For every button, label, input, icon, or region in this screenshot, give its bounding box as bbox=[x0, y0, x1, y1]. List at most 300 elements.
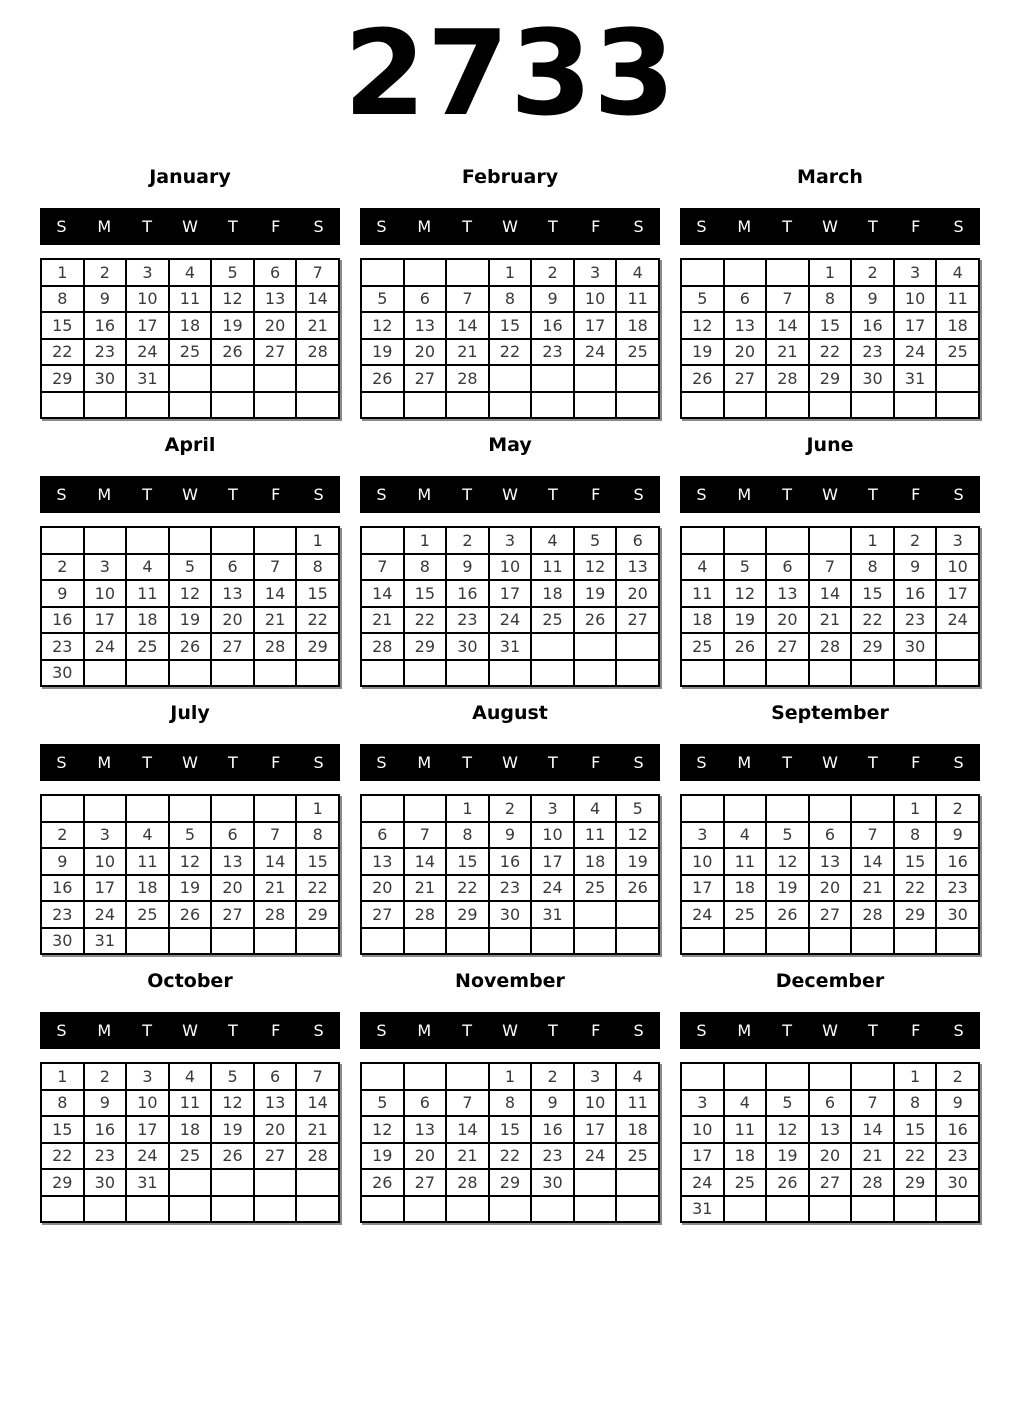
empty-cell bbox=[936, 928, 979, 955]
date-cell: 27 bbox=[724, 365, 767, 392]
date-cell: 23 bbox=[531, 339, 574, 366]
weekday-label: S bbox=[376, 1021, 387, 1040]
date-cell: 4 bbox=[936, 259, 979, 286]
empty-cell bbox=[681, 527, 724, 554]
date-cell: 14 bbox=[361, 580, 404, 607]
date-cell: 22 bbox=[851, 607, 894, 634]
empty-cell bbox=[724, 660, 767, 687]
date-cell: 2 bbox=[84, 259, 127, 286]
empty-cell bbox=[296, 1169, 339, 1196]
date-cell: 8 bbox=[296, 822, 339, 849]
date-cell: 24 bbox=[574, 1143, 617, 1170]
weekday-label: S bbox=[56, 217, 67, 236]
date-cell: 24 bbox=[681, 1169, 724, 1196]
date-grid bbox=[360, 526, 660, 687]
date-cell: 27 bbox=[254, 1143, 297, 1170]
date-cell: 18 bbox=[126, 875, 169, 902]
week-row bbox=[41, 527, 339, 554]
date-cell: 19 bbox=[766, 1143, 809, 1170]
date-cell: 21 bbox=[361, 607, 404, 634]
date-cell: 8 bbox=[851, 554, 894, 581]
empty-cell bbox=[724, 1063, 767, 1090]
weekday-label: S bbox=[56, 753, 67, 772]
weekday-label: T bbox=[547, 485, 558, 504]
week-row bbox=[361, 1143, 659, 1170]
date-cell: 14 bbox=[809, 580, 852, 607]
date-cell: 5 bbox=[724, 554, 767, 581]
weekday-label: T bbox=[462, 217, 473, 236]
date-cell: 29 bbox=[296, 901, 339, 928]
week-row bbox=[681, 527, 979, 554]
month-title: February bbox=[461, 166, 559, 188]
date-cell: 22 bbox=[41, 1143, 84, 1170]
date-cell: 16 bbox=[894, 580, 937, 607]
date-cell: 5 bbox=[361, 286, 404, 313]
date-cell: 9 bbox=[446, 554, 489, 581]
week-row bbox=[41, 1063, 339, 1090]
date-cell: 6 bbox=[211, 822, 254, 849]
date-cell: 1 bbox=[851, 527, 894, 554]
weekday-label: S bbox=[953, 1021, 964, 1040]
week-row bbox=[361, 554, 659, 581]
week-row bbox=[681, 822, 979, 849]
date-cell: 23 bbox=[489, 875, 532, 902]
empty-cell bbox=[574, 660, 617, 687]
empty-cell bbox=[851, 392, 894, 419]
date-cell: 18 bbox=[126, 607, 169, 634]
weekday-label: M bbox=[97, 485, 112, 504]
week-row bbox=[41, 339, 339, 366]
weekday-label: F bbox=[911, 485, 921, 504]
empty-cell bbox=[766, 527, 809, 554]
week-row bbox=[41, 554, 339, 581]
date-cell: 29 bbox=[894, 1169, 937, 1196]
date-cell: 24 bbox=[936, 607, 979, 634]
weekday-label: T bbox=[462, 485, 473, 504]
empty-cell bbox=[169, 928, 212, 955]
date-cell: 15 bbox=[894, 1116, 937, 1143]
weekday-label: T bbox=[462, 1021, 473, 1040]
date-grid bbox=[680, 794, 980, 955]
date-cell: 17 bbox=[574, 312, 617, 339]
date-cell: 27 bbox=[211, 633, 254, 660]
date-cell: 5 bbox=[574, 527, 617, 554]
date-cell: 7 bbox=[809, 554, 852, 581]
weekday-label: S bbox=[633, 485, 644, 504]
empty-cell bbox=[211, 928, 254, 955]
date-cell: 21 bbox=[254, 875, 297, 902]
week-row bbox=[681, 580, 979, 607]
week-row bbox=[681, 365, 979, 392]
date-cell: 29 bbox=[404, 633, 447, 660]
date-cell: 20 bbox=[254, 1116, 297, 1143]
date-cell: 17 bbox=[126, 1116, 169, 1143]
date-cell: 15 bbox=[489, 1116, 532, 1143]
weekday-label: S bbox=[313, 753, 324, 772]
week-row bbox=[41, 848, 339, 875]
weekday-header-row bbox=[360, 1012, 660, 1049]
week-row bbox=[681, 286, 979, 313]
date-cell: 20 bbox=[361, 875, 404, 902]
date-cell: 20 bbox=[616, 580, 659, 607]
date-cell: 3 bbox=[574, 259, 617, 286]
week-row bbox=[361, 312, 659, 339]
date-cell: 20 bbox=[809, 1143, 852, 1170]
empty-cell bbox=[296, 365, 339, 392]
month-july bbox=[40, 702, 340, 955]
empty-cell bbox=[616, 392, 659, 419]
date-cell: 30 bbox=[894, 633, 937, 660]
empty-cell bbox=[489, 928, 532, 955]
date-cell: 5 bbox=[361, 1090, 404, 1117]
empty-cell bbox=[446, 392, 489, 419]
date-cell: 2 bbox=[894, 527, 937, 554]
empty-cell bbox=[296, 660, 339, 687]
week-row bbox=[361, 286, 659, 313]
empty-cell bbox=[211, 660, 254, 687]
weekday-label: M bbox=[737, 753, 752, 772]
weekday-label: S bbox=[953, 485, 964, 504]
empty-cell bbox=[126, 392, 169, 419]
date-grid bbox=[360, 1062, 660, 1223]
date-cell: 27 bbox=[361, 901, 404, 928]
empty-cell bbox=[681, 392, 724, 419]
empty-cell bbox=[851, 1063, 894, 1090]
date-cell: 10 bbox=[126, 286, 169, 313]
empty-cell bbox=[936, 633, 979, 660]
empty-cell bbox=[361, 1063, 404, 1090]
date-cell: 2 bbox=[41, 554, 84, 581]
weekday-label: T bbox=[867, 1021, 878, 1040]
weekday-label: T bbox=[227, 1021, 238, 1040]
empty-cell bbox=[616, 365, 659, 392]
date-cell: 25 bbox=[616, 1143, 659, 1170]
date-cell: 4 bbox=[616, 1063, 659, 1090]
empty-cell bbox=[404, 1063, 447, 1090]
weekday-label: F bbox=[591, 217, 601, 236]
date-cell: 15 bbox=[41, 1116, 84, 1143]
empty-cell bbox=[126, 527, 169, 554]
week-row bbox=[361, 848, 659, 875]
week-row bbox=[41, 607, 339, 634]
week-row bbox=[41, 1143, 339, 1170]
date-cell: 30 bbox=[936, 1169, 979, 1196]
weekday-header-row bbox=[360, 744, 660, 781]
weekday-header-row bbox=[680, 208, 980, 245]
date-cell: 16 bbox=[84, 312, 127, 339]
week-row bbox=[361, 259, 659, 286]
date-cell: 2 bbox=[851, 259, 894, 286]
date-cell: 20 bbox=[254, 312, 297, 339]
weekday-header-row bbox=[680, 1012, 980, 1049]
empty-cell bbox=[169, 527, 212, 554]
date-cell: 3 bbox=[489, 527, 532, 554]
date-cell: 11 bbox=[724, 1116, 767, 1143]
date-cell: 2 bbox=[936, 795, 979, 822]
week-row bbox=[41, 660, 339, 687]
empty-cell bbox=[296, 392, 339, 419]
date-cell: 4 bbox=[169, 259, 212, 286]
weekday-label: S bbox=[376, 217, 387, 236]
empty-cell bbox=[809, 795, 852, 822]
date-cell: 12 bbox=[766, 848, 809, 875]
empty-cell bbox=[724, 928, 767, 955]
empty-cell bbox=[616, 633, 659, 660]
empty-cell bbox=[574, 365, 617, 392]
weekday-label: W bbox=[182, 753, 198, 772]
date-cell: 11 bbox=[616, 286, 659, 313]
date-cell: 25 bbox=[936, 339, 979, 366]
date-grid bbox=[360, 258, 660, 419]
date-cell: 20 bbox=[404, 339, 447, 366]
date-cell: 18 bbox=[724, 875, 767, 902]
weekday-label: S bbox=[313, 1021, 324, 1040]
date-cell: 17 bbox=[681, 1143, 724, 1170]
date-cell: 26 bbox=[766, 1169, 809, 1196]
date-cell: 7 bbox=[361, 554, 404, 581]
date-cell: 16 bbox=[531, 312, 574, 339]
empty-cell bbox=[446, 1196, 489, 1223]
date-cell: 15 bbox=[894, 848, 937, 875]
date-cell: 22 bbox=[489, 1143, 532, 1170]
week-row bbox=[361, 365, 659, 392]
date-cell: 21 bbox=[446, 339, 489, 366]
date-cell: 13 bbox=[616, 554, 659, 581]
date-grid bbox=[680, 1062, 980, 1223]
date-cell: 23 bbox=[936, 1143, 979, 1170]
date-cell: 13 bbox=[254, 286, 297, 313]
date-cell: 1 bbox=[809, 259, 852, 286]
weekday-label: T bbox=[547, 753, 558, 772]
month-february bbox=[360, 166, 660, 419]
date-cell: 15 bbox=[489, 312, 532, 339]
week-row bbox=[681, 312, 979, 339]
date-cell: 25 bbox=[574, 875, 617, 902]
empty-cell bbox=[254, 795, 297, 822]
date-cell: 3 bbox=[84, 822, 127, 849]
date-cell: 16 bbox=[936, 1116, 979, 1143]
date-cell: 5 bbox=[169, 554, 212, 581]
date-cell: 23 bbox=[851, 339, 894, 366]
date-cell: 28 bbox=[296, 1143, 339, 1170]
date-cell: 16 bbox=[84, 1116, 127, 1143]
date-cell: 4 bbox=[616, 259, 659, 286]
date-grid bbox=[40, 794, 340, 955]
date-cell: 10 bbox=[894, 286, 937, 313]
date-cell: 28 bbox=[254, 901, 297, 928]
date-cell: 12 bbox=[211, 286, 254, 313]
empty-cell bbox=[809, 1063, 852, 1090]
date-cell: 16 bbox=[446, 580, 489, 607]
date-cell: 12 bbox=[724, 580, 767, 607]
year-title: 2733 bbox=[343, 4, 677, 142]
empty-cell bbox=[254, 1169, 297, 1196]
date-cell: 18 bbox=[681, 607, 724, 634]
date-cell: 16 bbox=[41, 607, 84, 634]
weekday-label: T bbox=[462, 753, 473, 772]
date-cell: 17 bbox=[531, 848, 574, 875]
date-cell: 19 bbox=[616, 848, 659, 875]
date-cell: 26 bbox=[724, 633, 767, 660]
empty-cell bbox=[126, 1196, 169, 1223]
date-cell: 18 bbox=[574, 848, 617, 875]
date-cell: 14 bbox=[446, 312, 489, 339]
week-row bbox=[41, 795, 339, 822]
empty-cell bbox=[84, 527, 127, 554]
weekday-label: S bbox=[56, 1021, 67, 1040]
date-cell: 3 bbox=[126, 259, 169, 286]
week-row bbox=[681, 554, 979, 581]
weekday-label: T bbox=[547, 217, 558, 236]
weekday-label: M bbox=[737, 217, 752, 236]
weekday-label: W bbox=[502, 1021, 518, 1040]
date-cell: 13 bbox=[254, 1090, 297, 1117]
week-row bbox=[361, 527, 659, 554]
empty-cell bbox=[616, 1196, 659, 1223]
weekday-label: W bbox=[822, 1021, 838, 1040]
date-cell: 6 bbox=[404, 1090, 447, 1117]
weekday-label: M bbox=[417, 1021, 432, 1040]
week-row bbox=[681, 1143, 979, 1170]
empty-cell bbox=[616, 928, 659, 955]
date-cell: 31 bbox=[126, 365, 169, 392]
weekday-header-row bbox=[40, 208, 340, 245]
week-row bbox=[361, 1116, 659, 1143]
date-cell: 23 bbox=[894, 607, 937, 634]
empty-cell bbox=[254, 1196, 297, 1223]
date-cell: 22 bbox=[41, 339, 84, 366]
weekday-label: M bbox=[417, 485, 432, 504]
weekday-label: T bbox=[142, 485, 153, 504]
date-grid bbox=[360, 794, 660, 955]
empty-cell bbox=[169, 660, 212, 687]
date-cell: 6 bbox=[724, 286, 767, 313]
date-cell: 11 bbox=[574, 822, 617, 849]
month-title: June bbox=[806, 434, 854, 456]
empty-cell bbox=[616, 660, 659, 687]
date-cell: 21 bbox=[254, 607, 297, 634]
date-cell: 20 bbox=[724, 339, 767, 366]
weekday-label: M bbox=[97, 753, 112, 772]
empty-cell bbox=[169, 365, 212, 392]
date-cell: 22 bbox=[296, 875, 339, 902]
date-cell: 28 bbox=[851, 901, 894, 928]
date-cell: 23 bbox=[531, 1143, 574, 1170]
weekday-label: F bbox=[591, 753, 601, 772]
empty-cell bbox=[169, 1169, 212, 1196]
week-row bbox=[361, 607, 659, 634]
date-cell: 25 bbox=[531, 607, 574, 634]
date-cell: 2 bbox=[84, 1063, 127, 1090]
weekday-label: T bbox=[142, 217, 153, 236]
date-cell: 6 bbox=[254, 1063, 297, 1090]
date-cell: 15 bbox=[41, 312, 84, 339]
week-row bbox=[41, 580, 339, 607]
weekday-label: F bbox=[911, 753, 921, 772]
weekday-label: M bbox=[97, 217, 112, 236]
date-cell: 30 bbox=[936, 901, 979, 928]
date-cell: 20 bbox=[211, 607, 254, 634]
date-cell: 12 bbox=[681, 312, 724, 339]
empty-cell bbox=[851, 660, 894, 687]
month-title: December bbox=[775, 970, 885, 992]
weekday-label: W bbox=[822, 753, 838, 772]
date-cell: 15 bbox=[446, 848, 489, 875]
date-cell: 25 bbox=[169, 339, 212, 366]
weekday-label: F bbox=[911, 1021, 921, 1040]
date-cell: 1 bbox=[489, 259, 532, 286]
date-cell: 5 bbox=[681, 286, 724, 313]
date-cell: 29 bbox=[41, 1169, 84, 1196]
empty-cell bbox=[41, 795, 84, 822]
date-cell: 18 bbox=[724, 1143, 767, 1170]
empty-cell bbox=[851, 1196, 894, 1223]
date-cell: 31 bbox=[531, 901, 574, 928]
month-june bbox=[680, 434, 980, 687]
weekday-label: M bbox=[737, 485, 752, 504]
date-cell: 28 bbox=[361, 633, 404, 660]
date-cell: 13 bbox=[361, 848, 404, 875]
week-row bbox=[681, 795, 979, 822]
empty-cell bbox=[169, 1196, 212, 1223]
date-cell: 1 bbox=[446, 795, 489, 822]
date-cell: 27 bbox=[809, 1169, 852, 1196]
date-cell: 14 bbox=[254, 848, 297, 875]
date-cell: 29 bbox=[894, 901, 937, 928]
date-cell: 10 bbox=[681, 1116, 724, 1143]
empty-cell bbox=[84, 660, 127, 687]
date-cell: 1 bbox=[41, 259, 84, 286]
date-cell: 26 bbox=[574, 607, 617, 634]
empty-cell bbox=[809, 1196, 852, 1223]
empty-cell bbox=[489, 660, 532, 687]
months-grid bbox=[0, 166, 1020, 1223]
date-cell: 24 bbox=[84, 901, 127, 928]
week-row bbox=[361, 339, 659, 366]
month-title: September bbox=[771, 702, 889, 724]
date-cell: 29 bbox=[809, 365, 852, 392]
date-cell: 13 bbox=[766, 580, 809, 607]
empty-cell bbox=[84, 1196, 127, 1223]
date-cell: 28 bbox=[851, 1169, 894, 1196]
date-cell: 29 bbox=[851, 633, 894, 660]
weekday-label: M bbox=[417, 217, 432, 236]
date-cell: 19 bbox=[169, 607, 212, 634]
date-cell: 19 bbox=[766, 875, 809, 902]
date-cell: 3 bbox=[681, 1090, 724, 1117]
date-cell: 19 bbox=[681, 339, 724, 366]
weekday-label: S bbox=[696, 217, 707, 236]
date-cell: 11 bbox=[616, 1090, 659, 1117]
empty-cell bbox=[126, 928, 169, 955]
empty-cell bbox=[404, 795, 447, 822]
date-cell: 12 bbox=[169, 580, 212, 607]
date-cell: 20 bbox=[809, 875, 852, 902]
empty-cell bbox=[766, 928, 809, 955]
empty-cell bbox=[936, 365, 979, 392]
weekday-header-row bbox=[680, 476, 980, 513]
date-cell: 15 bbox=[851, 580, 894, 607]
week-row bbox=[361, 795, 659, 822]
date-cell: 13 bbox=[724, 312, 767, 339]
date-cell: 18 bbox=[169, 1116, 212, 1143]
date-cell: 6 bbox=[404, 286, 447, 313]
date-cell: 11 bbox=[936, 286, 979, 313]
weekday-label: F bbox=[591, 1021, 601, 1040]
date-cell: 29 bbox=[489, 1169, 532, 1196]
date-cell: 4 bbox=[169, 1063, 212, 1090]
date-cell: 9 bbox=[851, 286, 894, 313]
